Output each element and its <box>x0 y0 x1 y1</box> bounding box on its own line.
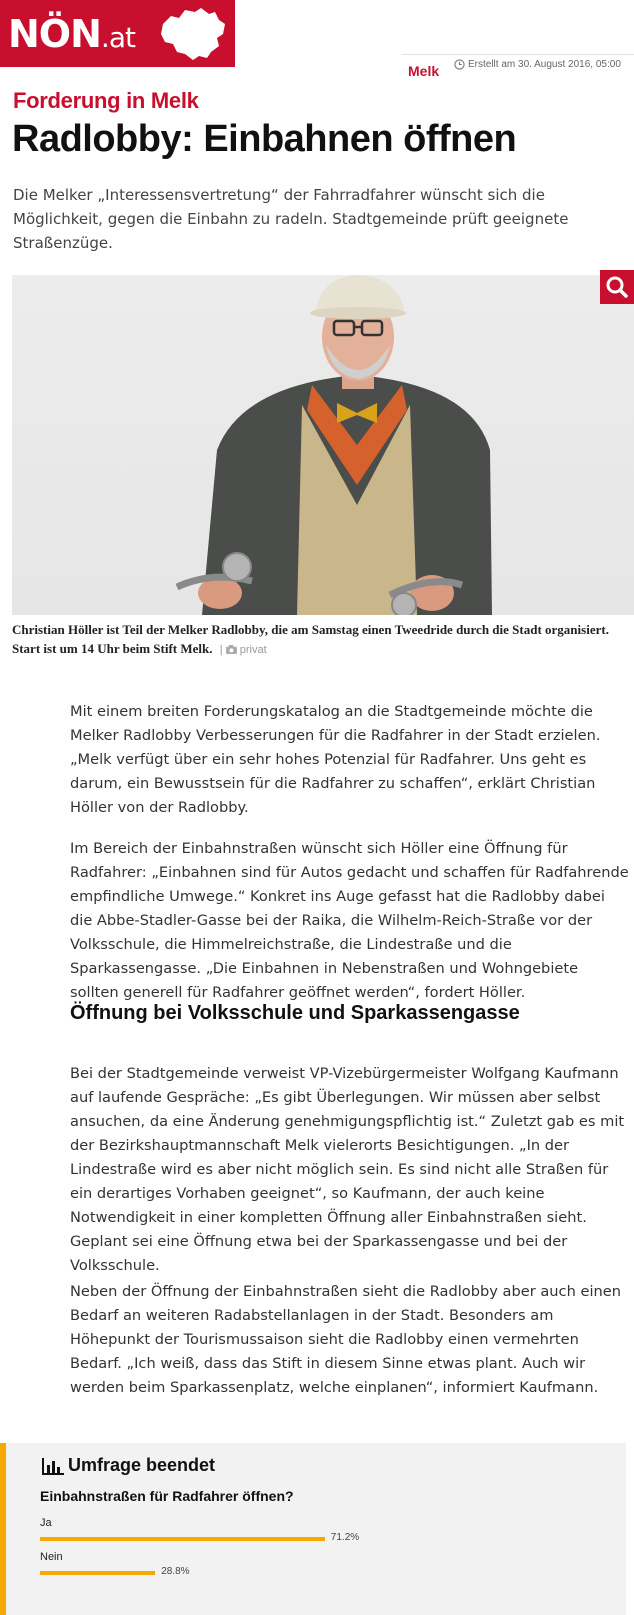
photo-caption <box>12 620 612 660</box>
poll-option-label: Ja <box>40 1517 52 1529</box>
poll-widget <box>0 1443 626 1615</box>
poll-option-label: Nein <box>40 1551 63 1563</box>
poll-question: Einbahnstraßen für Radfahrer öffnen? <box>40 1488 294 1504</box>
poll-title: Umfrage beendet <box>68 1455 216 1475</box>
poll-percent: 28.8% <box>161 1566 190 1577</box>
poll-bar-nein <box>40 1571 440 1575</box>
paragraph-1: Mit einem breiten Forderungskatalog an die Stadtgemeinde möchte die Melker Radlobby Verbesserungen für die Radfahrer in der Stadt erzielen. „Melk verfügt über ein sehr hohes Potenzial für Radfahrer. Uns geht es darum, ein Bewusstsein für die Radfahrer zu schaffen“, erklärt Christian Höller von der Radlobby. <box>70 703 601 816</box>
clock-icon <box>454 59 465 70</box>
bar-chart-icon <box>42 1458 64 1475</box>
poll-bar-fill <box>40 1537 325 1541</box>
camera-icon <box>226 645 237 654</box>
paragraph-2: Im Bereich der Einbahnstraßen wünscht sich Höller eine Öffnung für Radfahrer: „Einbahnen sind für Autos gedacht und schaffen für Radfahrende empfindliche Umwege.“ Konkret ins Auge gefasst hat die Radlobby dabei die Abbe-Stadler-Gasse bei der Raika, die Wilhelm-Reich-Straße vor der Volksschule, die Himmelreichstraße, die Lindestraße und die Sparkassengasse. „Die Einbahnen in Nebenstraßen und Wohngebiete sollten generell für Radfahrer geöffnet werden“, fordert Höller. <box>70 840 629 1001</box>
search-button[interactable] <box>600 270 634 304</box>
search-icon <box>600 270 634 304</box>
article-headline: Radlobby: Einbahnen öffnen <box>12 118 517 160</box>
paragraph-4: Neben der Öffnung der Einbahnstraßen sieht die Radlobby aber auch einen Bedarf an weiteren Radabstellanlagen in der Stadt. Besonders am Höhepunkt der Tourismussaison sieht die Radlobby einen vermehrten Bedarf. „Ich weiß, dass das Stift in diesem Sinne etwas plant. Auch wir werden beim Sparkassenplatz, welche einplanen“, informiert Kaufmann. <box>70 1283 621 1396</box>
austria-map-icon <box>157 6 229 62</box>
logo-main-text: NÖN <box>8 12 101 56</box>
site-logo[interactable] <box>0 0 235 67</box>
article-kicker: Forderung in Melk <box>13 88 199 113</box>
poll-percent: 71.2% <box>330 1532 360 1543</box>
poll-bar-fill <box>40 1571 155 1575</box>
article-photo[interactable] <box>12 275 634 615</box>
created-timestamp: Erstellt am 30. August 2016, 05:00 <box>468 59 621 70</box>
article-subheading: Öffnung bei Volksschule und Sparkassengasse <box>70 1002 520 1024</box>
photo-credit-text: privat <box>239 644 267 656</box>
photo-credit: | privat <box>219 644 267 656</box>
article-lead: Die Melker „Interessensvertretung“ der Fahrradfahrer wünscht sich die Möglichkeit, gegen die Einbahn zu radeln. Stadtgemeinde prüft geeignete Straßenzüge. <box>13 186 569 252</box>
article-meta <box>402 54 634 79</box>
photo-illustration <box>12 275 634 615</box>
section-link[interactable]: Melk <box>408 63 440 79</box>
paragraph-3: Bei der Stadtgemeinde verweist VP-Vizebürgermeister Wolfgang Kaufmann auf laufende Gespräche: „Es gibt Überlegungen. Wir müssen aber selbst ansuchen, da eine Änderung genehmigungspflichtig ist.“ Zuletzt gab es mit der Bezirkshauptmannschaft Melk vielerorts Besichtigungen. „In der Lindestraße wird es aber nicht möglich sein. Es sind nicht alle Straßen für ein derartiges Vorhaben geeignet“, so Kaufmann, der auch keine Notwendigkeit in einer kompletten Öffnung aller Einbahnstraßen sieht. Geplant sei eine Öffnung etwa bei der Sparkassengasse und bei der Volksschule. <box>70 1065 625 1274</box>
caption-text: Christian Höller ist Teil der Melker Radlobby, die am Samstag einen Tweedride durch die Stadt organisiert. Start ist um 14 Uhr beim Stift Melk. <box>12 622 609 656</box>
logo-suffix-text: .at <box>100 21 135 54</box>
poll-bar-ja <box>40 1537 440 1541</box>
